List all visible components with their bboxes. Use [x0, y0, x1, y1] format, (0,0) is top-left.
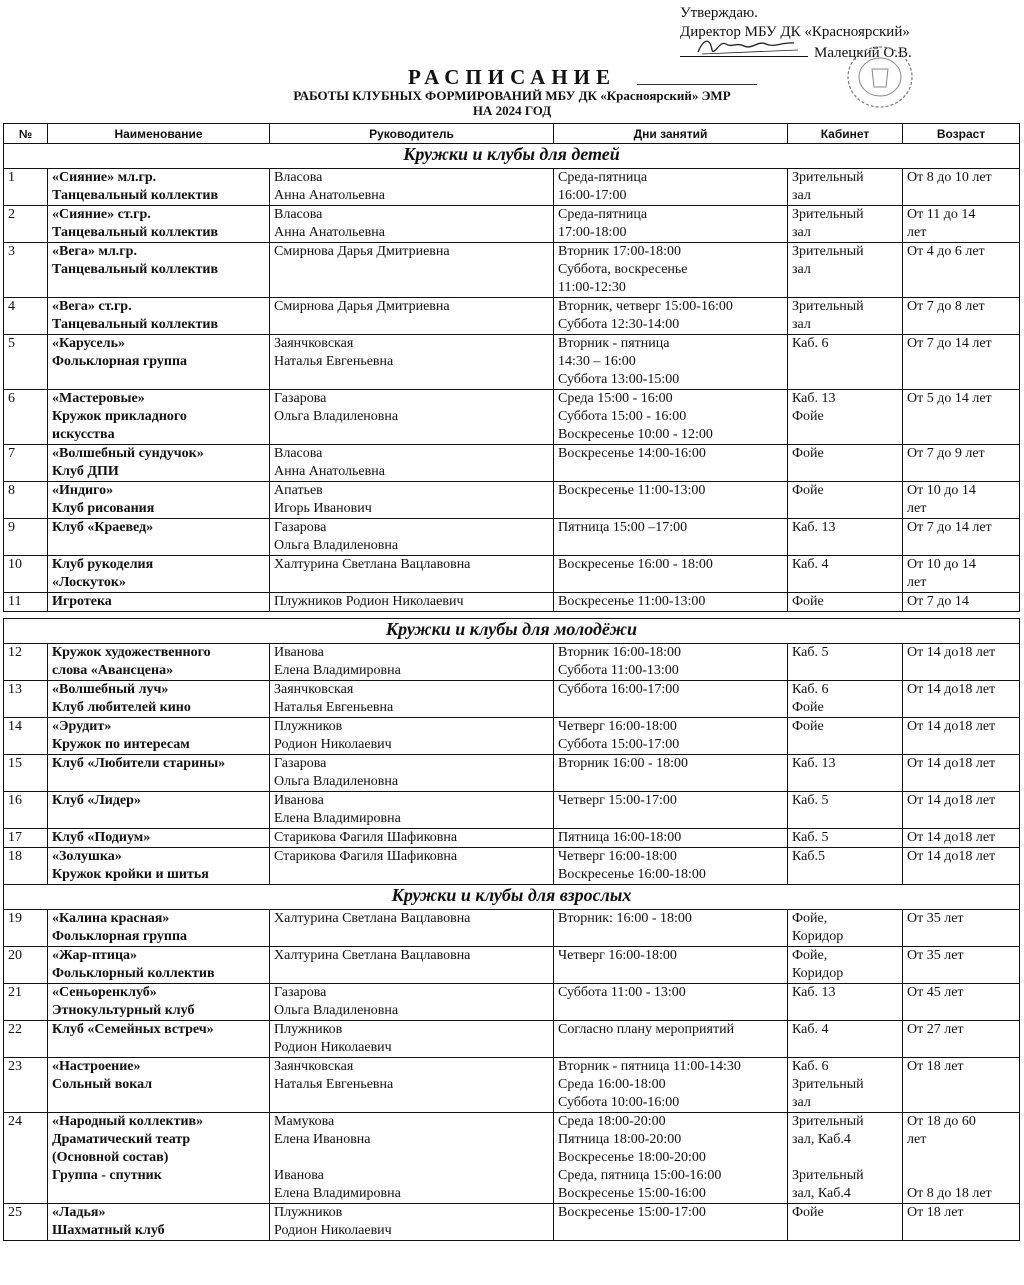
row-leader: Власова Анна Анатольевна [270, 445, 554, 482]
row-number: 8 [4, 482, 48, 519]
row-number: 10 [4, 556, 48, 593]
row-number: 14 [4, 718, 48, 755]
row-leader: Заянчковская Наталья Евгеньевна [270, 1058, 554, 1113]
row-number: 3 [4, 243, 48, 298]
table-row [4, 910, 1020, 947]
row-days: Пятница 16:00-18:00 [554, 829, 788, 848]
row-days: Вторник 17:00-18:00 Суббота, воскресенье 11:00-12:30 [554, 243, 788, 298]
table-row [4, 681, 1020, 718]
row-leader: Плужников Родион Николаевич [270, 718, 554, 755]
row-days: Четверг 16:00-18:00 Суббота 15:00-17:00 [554, 718, 788, 755]
row-age: От 18 лет [903, 1058, 1020, 1113]
row-number: 13 [4, 681, 48, 718]
row-number: 7 [4, 445, 48, 482]
row-number: 23 [4, 1058, 48, 1113]
row-name: «Сеньоренклуб» Этнокультурный клуб [48, 984, 270, 1021]
row-age: От 14 до18 лет [903, 681, 1020, 718]
table-row [4, 298, 1020, 335]
row-age: От 10 до 14 лет [903, 482, 1020, 519]
row-room: Зрительный зал [788, 243, 903, 298]
row-leader: Старикова Фагиля Шафиковна [270, 829, 554, 848]
row-age: От 7 до 8 лет [903, 298, 1020, 335]
row-name: Клуб «Краевед» [48, 519, 270, 556]
row-name: Кружок художественного слова «Авансцена» [48, 644, 270, 681]
row-room: Фойе [788, 482, 903, 519]
row-leader: Газарова Ольга Владиленовна [270, 755, 554, 792]
table-row [4, 390, 1020, 445]
row-leader: Плужников Родион Николаевич [270, 1204, 554, 1241]
row-name: «Народный коллектив» Драматический театр (Основной состав) Группа - спутник [48, 1113, 270, 1204]
gap-cell [4, 612, 1020, 619]
row-number: 2 [4, 206, 48, 243]
row-number: 22 [4, 1021, 48, 1058]
row-leader: Апатьев Игорь Иванович [270, 482, 554, 519]
table-row [4, 519, 1020, 556]
row-name: «Волшебный сундучок» Клуб ДПИ [48, 445, 270, 482]
row-name: Клуб «Подиум» [48, 829, 270, 848]
row-age: От 45 лет [903, 984, 1020, 1021]
row-room: Зрительный зал [788, 169, 903, 206]
row-days: Среда 18:00-20:00 Пятница 18:00-20:00 Воскресенье 18:00-20:00 Среда, пятница 15:00-16:00 Воскресенье 15:00-16:00 [554, 1113, 788, 1204]
header-row [4, 124, 1020, 144]
row-leader: Мамукова Елена Ивановна Иванова Елена Владимировна [270, 1113, 554, 1204]
header-room: Кабинет [788, 124, 903, 144]
table-row [4, 335, 1020, 390]
row-leader: Смирнова Дарья Дмитриевна [270, 243, 554, 298]
row-name: Клуб «Лидер» [48, 792, 270, 829]
row-age: От 18 до 60 лет От 8 до 18 лет [903, 1113, 1020, 1204]
row-room: Каб. 6 Фойе [788, 681, 903, 718]
title-main: РАСПИСАНИЕ [407, 65, 617, 89]
row-room: Фойе [788, 445, 903, 482]
row-leader: Плужников Родион Николаевич [270, 593, 554, 612]
row-age: От 27 лет [903, 1021, 1020, 1058]
row-days: Вторник 16:00 - 18:00 [554, 755, 788, 792]
row-name: «Жар-птица» Фольклорный коллектив [48, 947, 270, 984]
row-age: От 35 лет [903, 947, 1020, 984]
table-row [4, 593, 1020, 612]
row-age: От 7 до 14 [903, 593, 1020, 612]
row-leader: Халтурина Светлана Вацлавовна [270, 910, 554, 947]
table-row [4, 1204, 1020, 1241]
director-title: Директор МБУ ДК «Красноярский» [680, 24, 910, 40]
row-room: Фойе [788, 1204, 903, 1241]
section-title: Кружки и клубы для молодёжи [4, 619, 1020, 644]
row-room: Зрительный зал, Каб.4 Зрительный зал, Каб.4 [788, 1113, 903, 1204]
row-age: От 35 лет [903, 910, 1020, 947]
row-leader: Иванова Елена Владимировна [270, 644, 554, 681]
title-line-2: РАБОТЫ КЛУБНЫХ ФОРМИРОВАНИЙ МБУ ДК «Красноярский» ЭМР [293, 88, 731, 103]
row-room: Фойе, Коридор [788, 910, 903, 947]
row-name: Клуб «Любители старины» [48, 755, 270, 792]
schedule-table [3, 123, 1020, 1241]
row-age: От 18 лет [903, 1204, 1020, 1241]
approval-label: Утверждаю. [680, 5, 758, 21]
row-room: Каб. 4 [788, 1021, 903, 1058]
header-age: Возраст [903, 124, 1020, 144]
row-leader: Халтурина Светлана Вацлавовна [270, 556, 554, 593]
row-age: От 14 до18 лет [903, 829, 1020, 848]
row-name: «Волшебный луч» Клуб любителей кино [48, 681, 270, 718]
row-days: Среда-пятница 17:00-18:00 [554, 206, 788, 243]
section-row [4, 619, 1020, 644]
row-room: Каб. 4 [788, 556, 903, 593]
table-row [4, 482, 1020, 519]
row-age: От 14 до18 лет [903, 848, 1020, 885]
row-number: 18 [4, 848, 48, 885]
table-row [4, 984, 1020, 1021]
table-row [4, 556, 1020, 593]
table-row [4, 718, 1020, 755]
row-number: 16 [4, 792, 48, 829]
table-row [4, 755, 1020, 792]
row-name: «Сияние» мл.гр. Танцевальный коллектив [48, 169, 270, 206]
row-number: 9 [4, 519, 48, 556]
row-name: «Настроение» Сольный вокал [48, 1058, 270, 1113]
row-days: Воскресенье 11:00-13:00 [554, 482, 788, 519]
row-days: Четверг 15:00-17:00 [554, 792, 788, 829]
row-name: «Калина красная» Фольклорная группа [48, 910, 270, 947]
row-room: Зрительный зал [788, 298, 903, 335]
row-days: Воскресенье 15:00-17:00 [554, 1204, 788, 1241]
table-row [4, 848, 1020, 885]
row-number: 21 [4, 984, 48, 1021]
row-name: «Вега» мл.гр. Танцевальный коллектив [48, 243, 270, 298]
row-leader: Газарова Ольга Владиленовна [270, 519, 554, 556]
row-name: «Золушка» Кружок кройки и шитья [48, 848, 270, 885]
row-room: Фойе, Коридор [788, 947, 903, 984]
row-name: «Ладья» Шахматный клуб [48, 1204, 270, 1241]
row-age: От 14 до18 лет [903, 792, 1020, 829]
row-days: Воскресенье 16:00 - 18:00 [554, 556, 788, 593]
row-name: «Вега» ст.гр. Танцевальный коллектив [48, 298, 270, 335]
section-row [4, 144, 1020, 169]
row-number: 11 [4, 593, 48, 612]
row-age: От 7 до 14 лет [903, 335, 1020, 390]
row-number: 12 [4, 644, 48, 681]
row-room: Каб. 5 [788, 829, 903, 848]
row-name: Клуб «Семейных встреч» [48, 1021, 270, 1058]
row-days: Среда 15:00 - 16:00 Суббота 15:00 - 16:00 Воскресенье 10:00 - 12:00 [554, 390, 788, 445]
title-line-3: НА 2024 ГОД [472, 103, 552, 118]
row-number: 5 [4, 335, 48, 390]
row-number: 20 [4, 947, 48, 984]
row-days: Вторник: 16:00 - 18:00 [554, 910, 788, 947]
row-leader: Халтурина Светлана Вацлавовна [270, 947, 554, 984]
row-age: От 8 до 10 лет [903, 169, 1020, 206]
header-num: № [4, 124, 48, 144]
row-days: Суббота 16:00-17:00 [554, 681, 788, 718]
section-gap [4, 612, 1020, 619]
row-days: Воскресенье 11:00-13:00 [554, 593, 788, 612]
row-name: «Индиго» Клуб рисования [48, 482, 270, 519]
row-room: Каб. 5 [788, 644, 903, 681]
row-room: Каб. 13 [788, 984, 903, 1021]
row-days: Вторник - пятница 11:00-14:30 Среда 16:00-18:00 Суббота 10:00-16:00 [554, 1058, 788, 1113]
table-row [4, 947, 1020, 984]
row-days: Воскресенье 14:00-16:00 [554, 445, 788, 482]
header-leader: Руководитель [270, 124, 554, 144]
table-row [4, 644, 1020, 681]
header-name: Наименование [48, 124, 270, 144]
row-number: 1 [4, 169, 48, 206]
row-room: Каб.5 [788, 848, 903, 885]
row-number: 19 [4, 910, 48, 947]
row-days: Вторник 16:00-18:00 Суббота 11:00-13:00 [554, 644, 788, 681]
row-age: От 7 до 9 лет [903, 445, 1020, 482]
table-row [4, 792, 1020, 829]
row-room: Каб. 13 [788, 519, 903, 556]
row-room: Фойе [788, 593, 903, 612]
row-room: Каб. 13 Фойе [788, 390, 903, 445]
signature [680, 42, 808, 57]
row-number: 24 [4, 1113, 48, 1204]
row-leader: Заянчковская Наталья Евгеньевна [270, 335, 554, 390]
row-age: От 14 до18 лет [903, 755, 1020, 792]
row-name: «Сияние» ст.гр. Танцевальный коллектив [48, 206, 270, 243]
section-title: Кружки и клубы для детей [4, 144, 1020, 169]
row-name: «Мастеровые» Кружок прикладного искусства [48, 390, 270, 445]
row-room: Каб. 6 [788, 335, 903, 390]
row-number: 15 [4, 755, 48, 792]
row-age: От 10 до 14 лет [903, 556, 1020, 593]
table-row [4, 1113, 1020, 1204]
row-name: «Эрудит» Кружок по интересам [48, 718, 270, 755]
row-number: 25 [4, 1204, 48, 1241]
table-row [4, 206, 1020, 243]
row-age: От 14 до18 лет [903, 718, 1020, 755]
row-days: Четверг 16:00-18:00 [554, 947, 788, 984]
section-title: Кружки и клубы для взрослых [4, 885, 1020, 910]
row-room: Каб. 13 [788, 755, 903, 792]
row-name: «Карусель» Фольклорная группа [48, 335, 270, 390]
row-age: От 5 до 14 лет [903, 390, 1020, 445]
table-row [4, 243, 1020, 298]
section-row [4, 885, 1020, 910]
row-room: Зрительный зал [788, 206, 903, 243]
row-leader: Плужников Родион Николаевич [270, 1021, 554, 1058]
director-name: Малецкий О.В. [814, 45, 912, 61]
row-age: От 4 до 6 лет [903, 243, 1020, 298]
row-room: Каб. 6 Зрительный зал [788, 1058, 903, 1113]
row-number: 4 [4, 298, 48, 335]
row-leader: Газарова Ольга Владиленовна [270, 390, 554, 445]
row-number: 17 [4, 829, 48, 848]
table-row [4, 1021, 1020, 1058]
row-number: 6 [4, 390, 48, 445]
row-leader: Власова Анна Анатольевна [270, 169, 554, 206]
row-leader: Иванова Елена Владимировна [270, 792, 554, 829]
row-age: От 11 до 14 лет [903, 206, 1020, 243]
row-days: Вторник - пятница 14:30 – 16:00 Суббота 13:00-15:00 [554, 335, 788, 390]
row-age: От 7 до 14 лет [903, 519, 1020, 556]
row-leader: Заянчковская Наталья Евгеньевна [270, 681, 554, 718]
row-leader: Смирнова Дарья Дмитриевна [270, 298, 554, 335]
row-name: Игротека [48, 593, 270, 612]
row-room: Каб. 5 [788, 792, 903, 829]
row-room: Фойе [788, 718, 903, 755]
row-age: От 14 до18 лет [903, 644, 1020, 681]
row-days: Суббота 11:00 - 13:00 [554, 984, 788, 1021]
row-days: Согласно плану мероприятий [554, 1021, 788, 1058]
row-days: Вторник, четверг 15:00-16:00 Суббота 12:30-14:00 [554, 298, 788, 335]
row-leader: Газарова Ольга Владиленовна [270, 984, 554, 1021]
header-days: Дни занятий [554, 124, 788, 144]
table-row [4, 1058, 1020, 1113]
row-days: Пятница 15:00 –17:00 [554, 519, 788, 556]
table-row [4, 445, 1020, 482]
document-title [0, 66, 1024, 118]
table-row [4, 169, 1020, 206]
table-row [4, 829, 1020, 848]
row-days: Четверг 16:00-18:00 Воскресенье 16:00-18:00 [554, 848, 788, 885]
row-name: Клуб рукоделия «Лоскуток» [48, 556, 270, 593]
row-leader: Власова Анна Анатольевна [270, 206, 554, 243]
row-days: Среда-пятница 16:00-17:00 [554, 169, 788, 206]
row-leader: Старикова Фагиля Шафиковна [270, 848, 554, 885]
